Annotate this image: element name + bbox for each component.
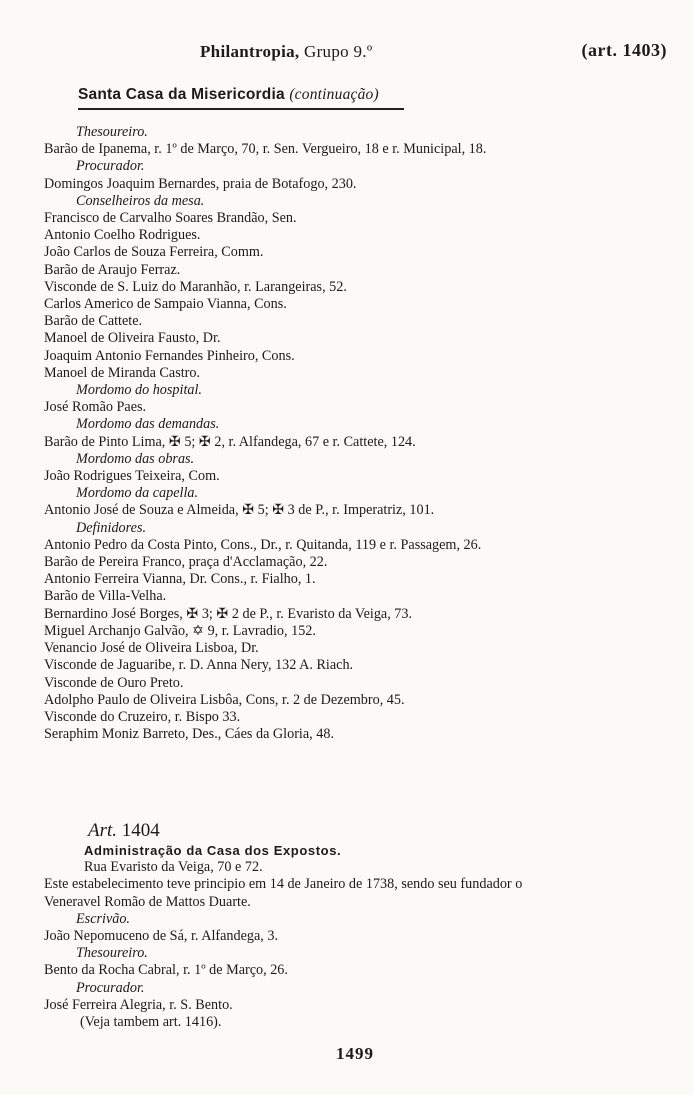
list-item: José Ferreira Alegria, r. S. Bento. <box>44 996 233 1013</box>
list-item: Joaquim Antonio Fernandes Pinheiro, Cons. <box>44 347 295 364</box>
list-item: Venancio José de Oliveira Lisboa, Dr. <box>44 640 259 657</box>
member-list <box>44 124 669 743</box>
header-title-rest: Grupo 9.º <box>299 42 373 61</box>
article-heading <box>44 820 676 842</box>
list-item: Barão de Ipanema, r. 1º de Março, 70, r. Sen. Vergueiro, 18 e r. Municipal, 18. <box>44 141 487 158</box>
list-item: Barão de Cattete. <box>44 313 143 330</box>
list-item: Antonio Coelho Rodrigues. <box>44 227 201 244</box>
list-item: Domingos Joaquim Bernardes, praia de Botafogo, 230. <box>44 175 357 192</box>
list-item: Manoel de Oliveira Fausto, Dr. <box>44 330 221 347</box>
list-item: Seraphim Moniz Barreto, Des., Cáes da Gloria, 48. <box>44 726 334 743</box>
article-description-2: Veneravel Romão de Mattos Duarte. <box>44 893 251 910</box>
role-heading: Conselheiros da mesa. <box>76 192 205 209</box>
role-heading: Mordomo das obras. <box>76 450 195 467</box>
running-header <box>0 40 693 64</box>
article-title: Administração da Casa dos Expostos. <box>84 843 342 858</box>
list-item: Antonio José de Souza e Almeida, ✠ 5; ✠ 3 de P., r. Imperatriz, 101. <box>44 502 435 519</box>
list-item: Manoel de Miranda Castro. <box>44 364 201 381</box>
list-item: Francisco de Carvalho Soares Brandão, Sen. <box>44 210 297 227</box>
list-item: Visconde de Ouro Preto. <box>44 674 184 691</box>
page-number: 1499 <box>336 1044 374 1063</box>
role-heading: Mordomo das demandas. <box>76 416 220 433</box>
list-item: Visconde de Jaguaribe, r. D. Anna Nery, 132 A. Riach. <box>44 657 354 674</box>
list-item: Barão de Pinto Lima, ✠ 5; ✠ 2, r. Alfandega, 67 e r. Cattete, 124. <box>44 433 416 450</box>
list-item: Barão de Villa-Velha. <box>44 588 167 605</box>
role-heading: Mordomo da capella. <box>76 485 199 502</box>
header-article-ref: (art. 1403) <box>581 40 667 60</box>
role-heading: Procurador. <box>76 979 145 996</box>
list-item: Carlos Americo de Sampaio Vianna, Cons. <box>44 296 287 313</box>
section-continued: (continuação) <box>289 86 379 103</box>
list-item: Antonio Pedro da Costa Pinto, Cons., Dr., r. Quitanda, 119 e r. Passagem, 26. <box>44 536 482 553</box>
header-title <box>200 42 372 62</box>
list-item: Miguel Archanjo Galvão, ✡ 9, r. Lavradio, 152. <box>44 622 316 639</box>
article-block <box>44 820 676 1031</box>
role-heading: Procurador. <box>76 158 145 175</box>
list-item: João Carlos de Souza Ferreira, Comm. <box>44 244 264 261</box>
list-item: Bernardino José Borges, ✠ 3; ✠ 2 de P., r. Evaristo da Veiga, 73. <box>44 605 413 622</box>
role-heading: Mordomo do hospital. <box>76 382 202 399</box>
role-heading: Thesoureiro. <box>76 124 148 140</box>
role-heading: Definidores. <box>76 519 147 536</box>
role-heading: Thesoureiro. <box>76 945 148 962</box>
article-see-also: (Veja tambem art. 1416). <box>80 1014 222 1031</box>
list-item: João Rodrigues Teixeira, Com. <box>44 468 220 485</box>
list-item: Bento da Rocha Cabral, r. 1º de Março, 26. <box>44 962 288 979</box>
list-item: Adolpho Paulo de Oliveira Lisbôa, Cons, r. 2 de Dezembro, 45. <box>44 691 405 708</box>
article-description-1: Este estabelecimento teve principio em 14 de Janeiro de 1738, sendo seu fundador o <box>44 876 523 893</box>
list-item: Visconde do Cruzeiro, r. Bispo 33. <box>44 708 241 725</box>
article-member-list <box>44 911 676 1014</box>
list-item: Visconde de S. Luiz do Maranhão, r. Larangeiras, 52. <box>44 278 347 295</box>
article-label: Art. <box>88 820 118 841</box>
header-title-bold: Philantropia, <box>200 42 300 61</box>
list-item: José Romão Paes. <box>44 399 147 416</box>
list-item: Barão de Araujo Ferraz. <box>44 261 181 278</box>
article-address: Rua Evaristo da Veiga, 70 e 72. <box>84 859 263 876</box>
article-number: 1404 <box>121 820 160 841</box>
list-item: João Nepomuceno de Sá, r. Alfandega, 3. <box>44 928 279 945</box>
list-item: Barão de Pereira Franco, praça d'Acclamação, 22. <box>44 554 328 571</box>
section-title-text: Santa Casa da Misericordia <box>78 86 285 103</box>
section-rule <box>78 108 404 110</box>
role-heading: Escrivão. <box>76 910 130 927</box>
list-item: Antonio Ferreira Vianna, Dr. Cons., r. Fialho, 1. <box>44 571 316 588</box>
section-title <box>78 86 379 104</box>
